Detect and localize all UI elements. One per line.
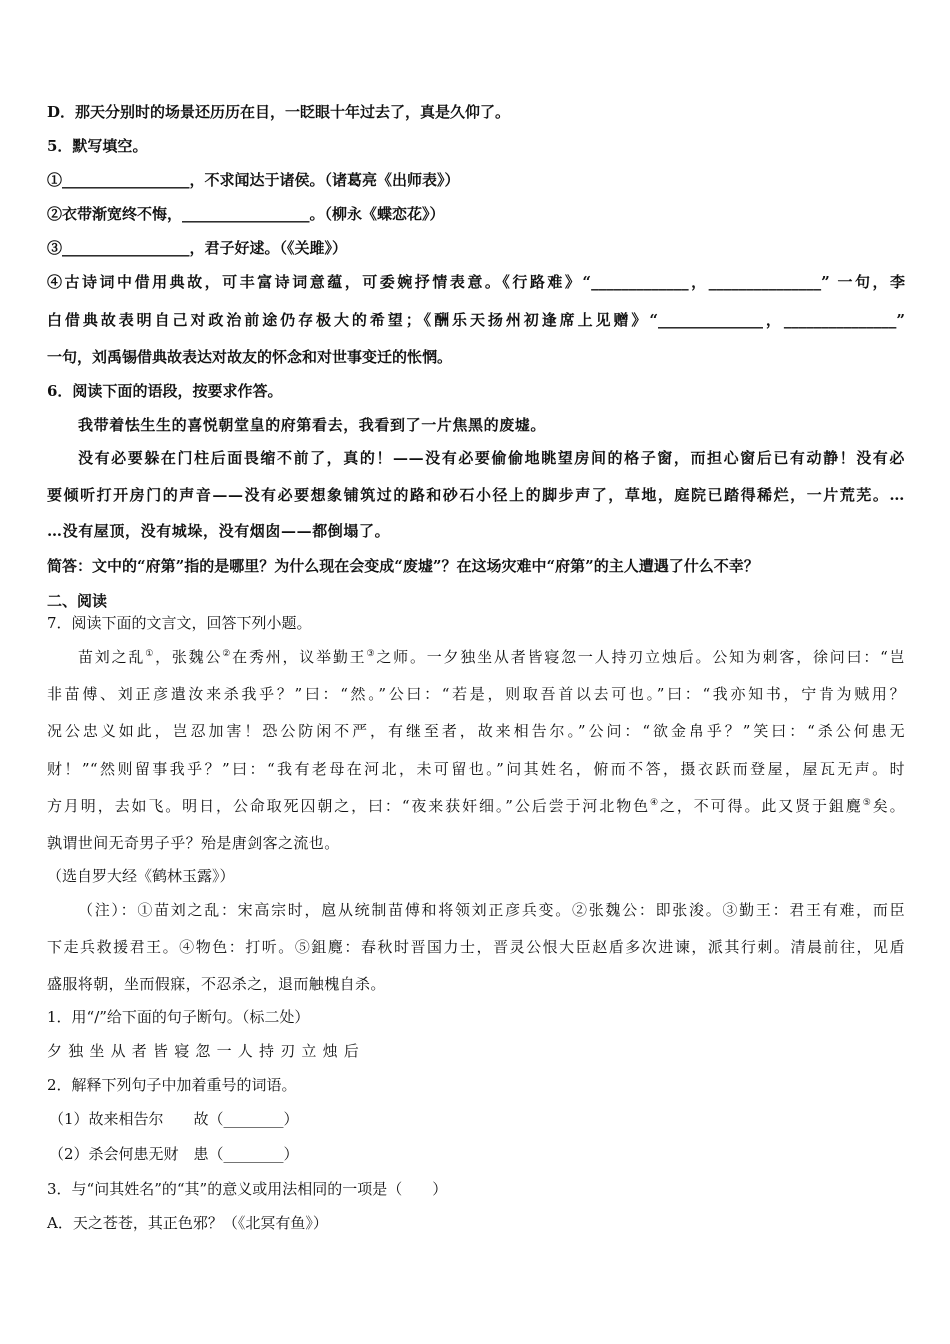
q6-passage-line-4: …没有屋顶，没有城垛，没有烟囱——都倒塌了。 [47, 522, 391, 540]
q5-item-4-line-2: 白借典故表明自己对政治前途仍存极大的希望；《酬乐天扬州初逢席上见赠》“______________，_______________” [47, 311, 905, 329]
q6-passage-line-2: 没有必要躲在门柱后面畏缩不前了，真的！——没有必要偷偷地眺望房间的格子窗，而担心窗后已有动静！没有必 [78, 449, 905, 467]
q7-notes-line-2: 下走兵救援君王。④物色：打听。⑤鉏麑：春秋时晋国力士，晋灵公恨大臣赵盾多次进谏，派其行刺。清晨前往，见盾 [47, 938, 905, 956]
q7-notes-line-1: （注）：①苗刘之乱：宋高宗时，扈从统制苗傅和将领刘正彦兵变。②张魏公：即张浚。③勤王：君王有难，而臣 [78, 901, 905, 919]
sub-q3: 3．与“问其姓名”的“其”的意义或用法相同的一项是（ ） [47, 1180, 448, 1198]
q6-passage-line-1: 我带着怯生生的喜悦朝堂皇的府第看去，我看到了一片焦黑的废墟。 [78, 416, 547, 434]
q7-passage-line-1: 苗刘之乱①，张魏公②在秀州，议举勤王③之师。一夕独坐从者皆寝忽一人持刃立烛后。公知为刺客，徐问曰：“岂 [78, 648, 906, 666]
option-d: D．那天分别时的场景还历历在目，一眨眼十年过去了，真是久仰了。 [47, 103, 511, 121]
sub-q2-item-1: （1）故来相告尔 故（________） [49, 1110, 299, 1128]
q5-item-4-line-3: 一句，刘禹锡借典故表达对故友的怀念和对世事变迁的怅惘。 [47, 348, 453, 366]
q7-notes-line-3: 盛服将朝，坐而假寐，不忍杀之，退而触槐自杀。 [47, 975, 386, 993]
sub-q1-sentence: 夕独坐从者皆寝忽一人持刃立烛后 [47, 1042, 366, 1060]
q6-title: 6．阅读下面的语段，按要求作答。 [47, 382, 283, 400]
q7-passage-line-3: 况公忠义如此，岂忍加害！恐公防闲不严，有继至者，故来相告尔。”公问：“欲金帛乎？”笑曰：“杀公何患无 [47, 722, 905, 740]
q6-question: 简答：文中的“府第”指的是哪里？为什么现在会变成“废墟”？在这场灾难中“府第”的主人遭遇了什么不幸？ [47, 557, 759, 575]
q7-passage-line-6: 孰谓世间无奇男子乎？殆是唐剑客之流也。 [47, 834, 340, 852]
sub-q3-option-a: A．天之苍苍，其正色邪？（《北冥有鱼》） [47, 1214, 328, 1232]
q5-title: 5．默写填空。 [47, 137, 148, 155]
q5-item-2: ②衣带渐宽终不悔，_________________。（柳永《蝶恋花》） [47, 205, 445, 223]
sub-q2: 2．解释下列句子中加着重号的词语。 [47, 1076, 297, 1094]
q5-item-3: ③_________________，君子好逑。（《关雎》） [47, 239, 348, 257]
q7-passage-line-5: 方月明，去如飞。明日，公命取死囚朝之，曰：“夜来获奸细。”公后尝于河北物色④之，不可得。此又贤于鉏麑⑤矣。 [47, 797, 905, 815]
q7-source: （选自罗大经《鹤林玉露》） [47, 867, 235, 885]
section-2-heading: 二、阅读 [47, 592, 108, 610]
q7-passage-line-4: 财！”“然则留事我乎？”曰：“我有老母在河北，未可留也。”问其姓名，俯而不答，摄衣跃而登屋，屋瓦无声。时 [47, 760, 905, 778]
q6-passage-line-3: 要倾听打开房门的声音——没有必要想象铺筑过的路和砂石小径上的脚步声了，草地，庭院已踏得稀烂，一片荒芜。… [47, 486, 905, 504]
q7-title: 7．阅读下面的文言文，回答下列小题。 [47, 614, 312, 632]
q5-item-4-line-1: ④古诗词中借用典故，可丰富诗词意蕴，可委婉抒情表意。《行路难》“_____________，_______________” 一句，李 [47, 273, 905, 291]
sub-q2-item-2: （2）杀会何患无财 患（________） [49, 1145, 299, 1163]
q7-passage-line-2: 非苗傅、刘正彦遣汝来杀我乎？”曰：“然。”公曰：“若是，则取吾首以去可也。”曰：“我亦知书，宁肯为贼用？ [47, 685, 905, 703]
q5-item-1: ①_________________，不求闻达于诸侯。（诸葛亮《出师表》） [47, 171, 460, 189]
sub-q1: 1．用“/”给下面的句子断句。（标二处） [47, 1008, 310, 1026]
